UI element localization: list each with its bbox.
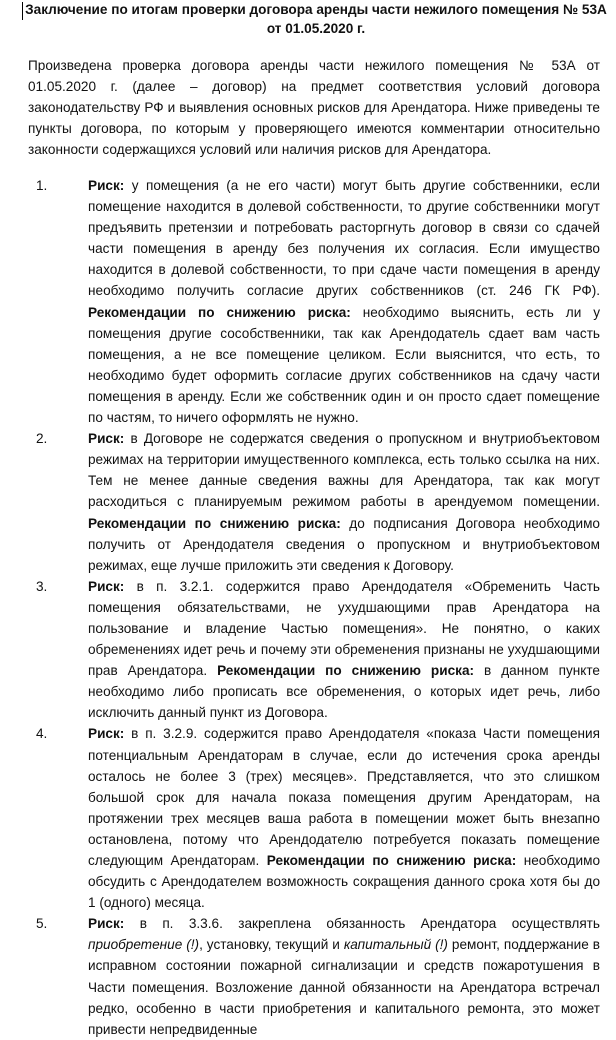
risk-label: Риск: (88, 916, 125, 932)
risk-label: Риск: (88, 726, 125, 742)
item-number: 1. (36, 178, 48, 193)
risk-item-2 (0, 428, 616, 576)
recommendation-label: Рекомендации по снижению риска: (266, 853, 517, 868)
risk-item-3 (0, 576, 616, 724)
recommendation-text: необходимо обсудить с Арендодателем возможность сокращения данного срока хотя бы до 1 (одного) месяца. (88, 853, 601, 911)
title-line-2: от 01.05.2020 г. (266, 21, 366, 36)
risk-text: у помещения (а не его части) могут быть другие собственники, если помещение находится в долевой собственности, то другие собственники могут предъявить претензии и потребовать расторгнуть договор в связи со сдачей части помещения в аренду без получения их согласия. Если имущество находится в долевой собственности, то при сдаче части помещения в аренду необходимо получить согласие других собственников (ст. 246 ГК РФ). (88, 178, 600, 299)
risk-item-4 (0, 723, 616, 913)
recommendation-label: Рекомендации по снижению риска: (88, 515, 341, 531)
risk-text-part-1: в п. 3.3.6. закреплена обязанность Арендатора осуществлять (124, 916, 600, 932)
item-number: 5. (36, 916, 48, 932)
emphasis-acquisition: приобретение (!) (88, 937, 200, 953)
recommendation-label: Рекомендации по снижению риска: (217, 663, 475, 679)
item-number: 3. (36, 578, 48, 594)
emphasis-capital: капитальный (!) (343, 937, 448, 953)
item-number: 4. (36, 726, 48, 742)
risk-text: в п. 3.2.1. содержится право Арендодателя «Обременить Часть помещения обязательствами, не ухудшающими прав Арендатора на пользование и владение Частью помещения». Не понятно, о каких обременениях идет речь и почему эти обременения признаны не ухудшающими прав Арендатора. (88, 578, 600, 679)
recommendation-text: в данном пункте необходимо либо прописать все обременения, о которых идет речь, либо исключить данный пункт из Договора. (88, 663, 600, 721)
item-number: 2. (36, 431, 48, 447)
risk-list (0, 175, 616, 1040)
recommendation-text: до подписания Договора необходимо получить от Арендодателя сведения о пропускном и внутриобъектовом режимах, еще лучше приложить эти сведения к Договору. (88, 515, 600, 573)
text-cursor (22, 2, 23, 20)
risk-text: в п. 3.2.9. содержится право Арендодателя «показа Части помещения потенциальным Арендаторам в случае, если до истечения срока аренды осталось не более 3 (трех) месяцев». Представляется, что это слишком большой срок для начала показа помещения другим Арендаторам, на протяжении трех месяцев ваша работа в помещении может быть внезапно остановлена, потому что Арендодателю потребуется показать помещение следующим Арендаторам. (88, 726, 600, 868)
risk-text-part-3: ремонт, поддержание в исправном состоянии пожарной сигнализации и средств пожаротушения в Части помещения. Возложение данной обязанности на Арендатора встречал редко, особенно в части приобретения и капитального ремонта, это может привести непредвиденные (88, 937, 600, 1037)
risk-label: Риск: (88, 178, 125, 193)
risk-label: Риск: (88, 578, 125, 594)
intro-paragraph: Произведена проверка договора аренды части нежилого помещения № 53А от 01.05.2020 г. (далее – договор) на предмет соответствия условий договора законодательству РФ и выявления основных рисков для Арендатора. Ниже приведены те пункты договора, по которым у проверяющего имеются комментарии относительно законности содержащихся условий или наличия рисков для Арендатора. (28, 58, 600, 157)
risk-item-1 (0, 175, 616, 428)
document-title (0, 0, 616, 38)
recommendation-label: Рекомендации по снижению риска: (88, 304, 351, 320)
title-line-1: Заключение по итогам проверки договора аренды части нежилого помещения № 53А (25, 2, 607, 17)
risk-item-5 (0, 913, 616, 1040)
recommendation-text: необходимо выяснить, есть ли у помещения другие сособственники, так как Арендодатель сдает вам часть помещения, а не все помещение целиком. Если выяснится, что есть, то необходимо будет оформить согласие других собственников на сдачу части помещения в аренду. Если же собственник один и он просто сдает помещение по частям, то ничего оформлять не нужно. (88, 304, 600, 426)
risk-label: Риск: (88, 431, 125, 447)
risk-text-part-2: , установку, текущий и (199, 937, 344, 953)
risk-text: в Договоре не содержатся сведения о пропускном и внутриобъектовом режимах на территории имущественного комплекса, есть только ссылка на них. Тем не менее данные сведения важны для Арендатора, так как могут расходиться с планируемым режимом работы в арендуемом помещении. (88, 431, 600, 510)
